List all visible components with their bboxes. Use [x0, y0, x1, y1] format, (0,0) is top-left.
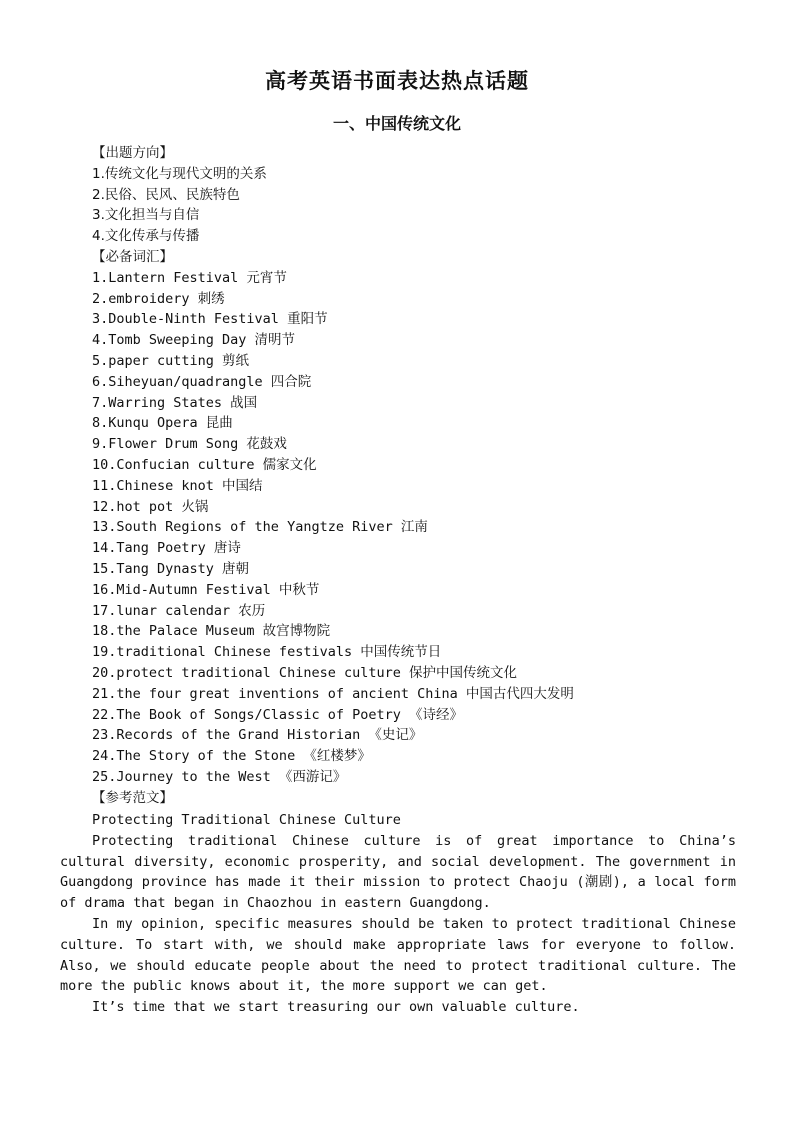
section-title: 一、中国传统文化 — [332, 114, 461, 133]
content-block — [92, 143, 742, 809]
vocab-item: 25.Journey to the West 《西游记》 — [92, 768, 347, 785]
essay-title: Protecting Traditional Chinese Culture — [92, 812, 401, 828]
vocab-item: 8.Kunqu Opera 昆曲 — [92, 415, 233, 432]
vocab-item: 16.Mid-Autumn Festival 中秋节 — [92, 581, 320, 598]
sample-essay — [60, 810, 736, 1018]
direction-item: 1.传统文化与现代文明的关系 — [92, 165, 267, 182]
essay-paragraph: It’s time that we start treasuring our own valuable culture. — [92, 999, 580, 1016]
vocab-item: 24.The Story of the Stone 《红楼梦》 — [92, 748, 371, 765]
vocab-item: 22.The Book of Songs/Classic of Poetry 《诗经》 — [92, 706, 463, 723]
vocab-heading: 【必备词汇】 — [92, 248, 173, 265]
direction-item: 4.文化传承与传播 — [92, 228, 200, 245]
vocab-item: 17.lunar calendar 农历 — [92, 602, 266, 619]
vocab-item: 20.protect traditional Chinese culture 保护中国传统文化 — [92, 664, 517, 681]
vocab-item: 11.Chinese knot 中国结 — [92, 477, 263, 494]
vocab-item: 12.hot pot 火锅 — [92, 498, 209, 515]
vocab-item: 23.Records of the Grand Historian 《史记》 — [92, 727, 423, 744]
essay-paragraph: Protecting traditional Chinese culture is of great importance to China’s cultural diversity, economic prosperity, and social development. The government in Guangdong province has made it their mission to protect Chaoju (潮剧), a local form of drama that began in Chaozhou in eastern Guangdong. — [60, 832, 736, 912]
vocab-item: 6.Siheyuan/quadrangle 四合院 — [92, 373, 312, 390]
vocab-item: 4.Tomb Sweeping Day 清明节 — [92, 332, 296, 349]
sample-heading: 【参考范文】 — [92, 789, 173, 806]
vocab-item: 7.Warring States 战国 — [92, 394, 258, 411]
vocab-item: 2.embroidery 刺绣 — [92, 290, 225, 307]
page-title: 高考英语书面表达热点话题 — [265, 68, 529, 93]
direction-heading: 【出题方向】 — [92, 145, 173, 161]
direction-item: 3.文化担当与自信 — [92, 207, 200, 224]
vocab-item: 1.Lantern Festival 元宵节 — [92, 269, 287, 286]
vocab-item: 5.paper cutting 剪纸 — [92, 352, 250, 369]
vocab-item: 21.the four great inventions of ancient China 中国古代四大发明 — [92, 685, 574, 702]
vocab-item: 15.Tang Dynasty 唐朝 — [92, 560, 250, 577]
vocab-item: 3.Double-Ninth Festival 重阳节 — [92, 311, 328, 328]
essay-paragraph: In my opinion, specific measures should be taken to protect traditional Chinese culture. To start with, we should make appropriate laws for everyone to follow. Also, we should educate people about the need to protect traditional culture. The more the public knows about it, the more support we can get. — [60, 915, 736, 995]
vocab-item: 18.the Palace Museum 故宫博物院 — [92, 623, 331, 640]
vocab-item: 9.Flower Drum Song 花鼓戏 — [92, 436, 287, 453]
vocab-item: 13.South Regions of the Yangtze River 江南 — [92, 519, 428, 536]
vocab-item: 19.traditional Chinese festivals 中国传统节日 — [92, 644, 442, 661]
direction-item: 2.民俗、民风、民族特色 — [92, 186, 240, 203]
vocab-item: 10.Confucian culture 儒家文化 — [92, 456, 317, 473]
vocab-item: 14.Tang Poetry 唐诗 — [92, 540, 241, 557]
